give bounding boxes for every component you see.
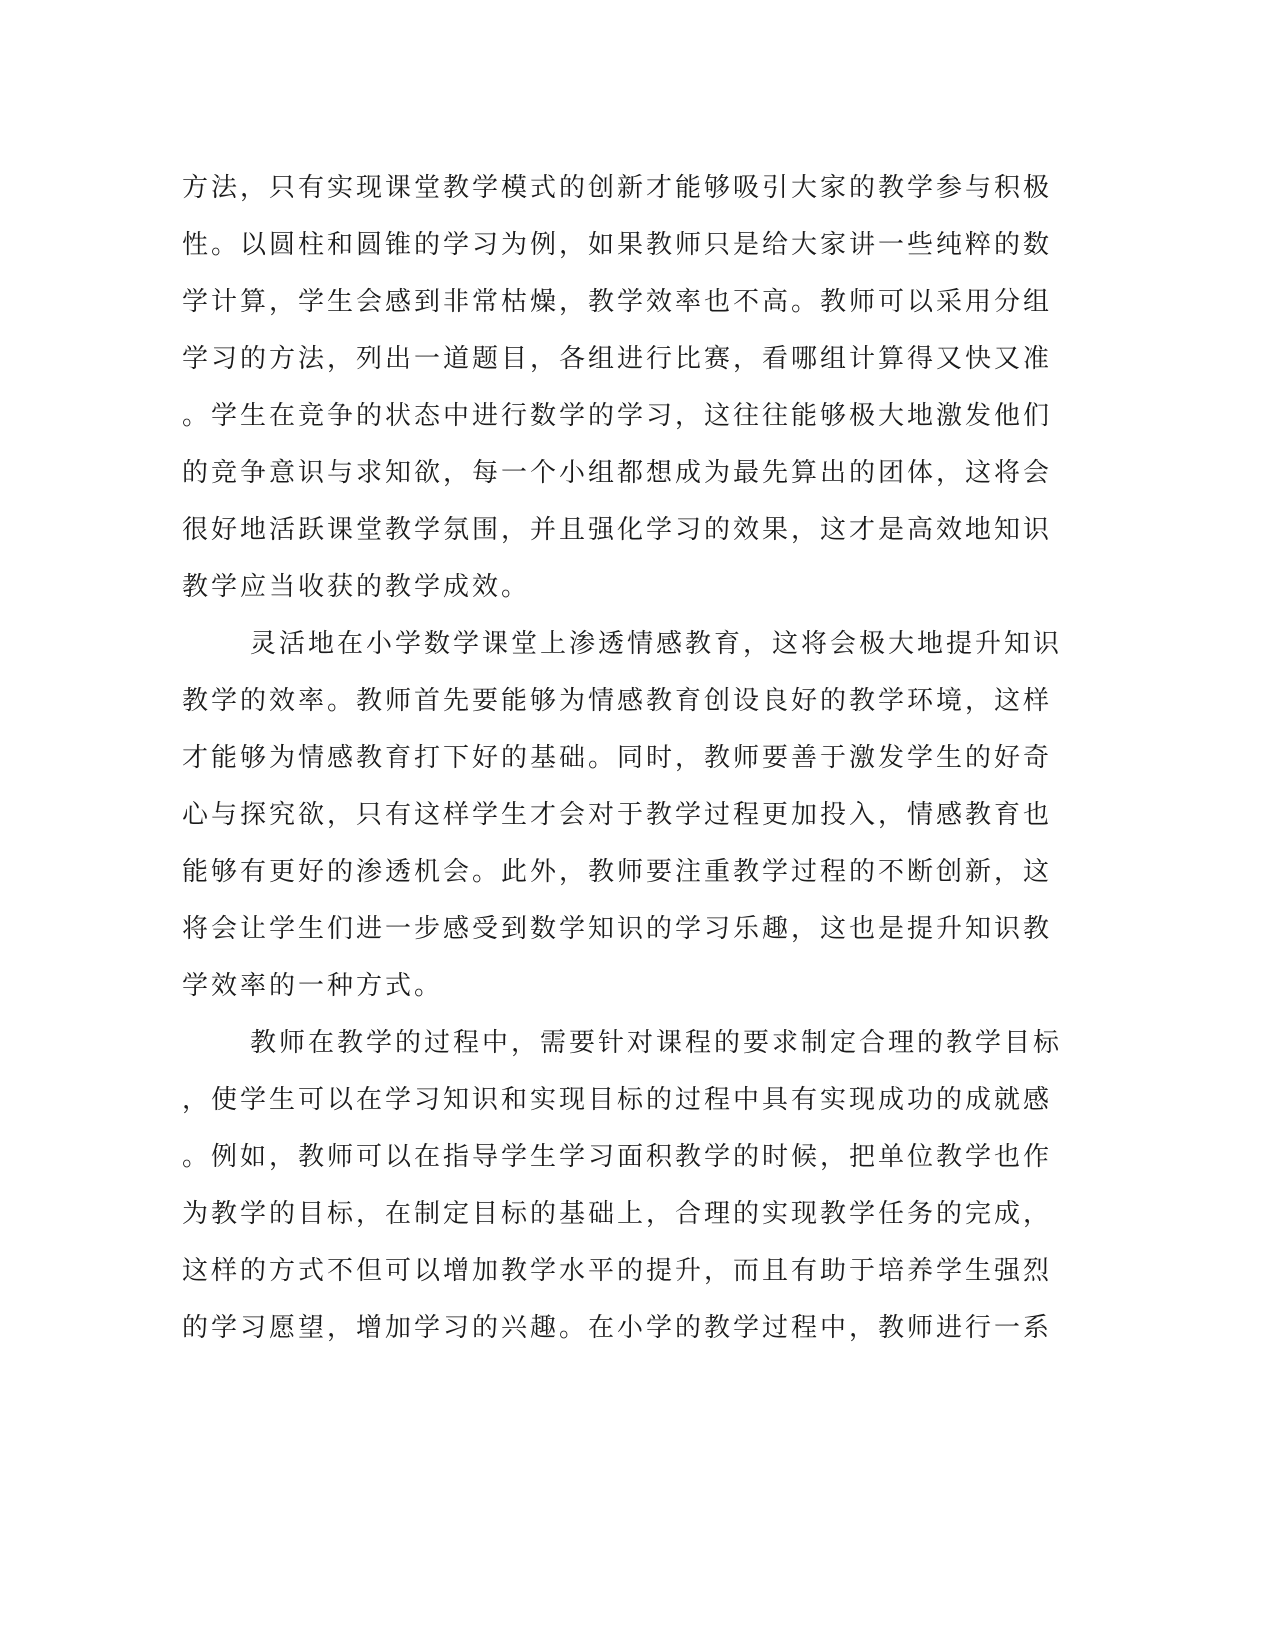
paragraph-start-line: 灵活地在小学数学课堂上渗透情感教育，这将会极大地提升知识 — [250, 629, 1063, 659]
text-line: 的竞争意识与求知欲，每一个小组都想成为最先算出的团体，这将会 — [182, 458, 1053, 488]
text-line: 这样的方式不但可以增加教学水平的提升，而且有助于培养学生强烈 — [182, 1256, 1053, 1286]
text-line: 学效率的一种方式。 — [182, 971, 444, 1001]
text-line: 教学应当收获的教学成效。 — [182, 572, 531, 602]
text-line: 性。以圆柱和圆锥的学习为例，如果教师只是给大家讲一些纯粹的数 — [182, 230, 1053, 260]
text-line: 心与探究欲，只有这样学生才会对于教学过程更加投入，情感教育也 — [182, 800, 1053, 830]
text-line: 为教学的目标，在制定目标的基础上，合理的实现教学任务的完成， — [182, 1199, 1053, 1229]
text-line: 学计算，学生会感到非常枯燥，教学效率也不高。教师可以采用分组 — [182, 287, 1053, 317]
paragraph-start-line: 教师在教学的过程中，需要针对课程的要求制定合理的教学目标 — [250, 1028, 1063, 1058]
text-line: 才能够为情感教育打下好的基础。同时，教师要善于激发学生的好奇 — [182, 743, 1053, 773]
text-line: 方法，只有实现课堂教学模式的创新才能够吸引大家的教学参与积极 — [182, 173, 1053, 203]
text-line: ，使学生可以在学习知识和实现目标的过程中具有实现成功的成就感 — [182, 1085, 1053, 1115]
text-line: 的学习愿望，增加学习的兴趣。在小学的教学过程中，教师进行一系 — [182, 1313, 1053, 1343]
text-line: 能够有更好的渗透机会。此外，教师要注重教学过程的不断创新，这 — [182, 857, 1053, 887]
text-line: 很好地活跃课堂教学氛围，并且强化学习的效果，这才是高效地知识 — [182, 515, 1053, 545]
text-line: 教学的效率。教师首先要能够为情感教育创设良好的教学环境，这样 — [182, 686, 1053, 716]
text-line: 。学生在竞争的状态中进行数学的学习，这往往能够极大地激发他们 — [182, 401, 1053, 431]
text-line: 将会让学生们进一步感受到数学知识的学习乐趣，这也是提升知识教 — [182, 914, 1053, 944]
text-line: 学习的方法，列出一道题目，各组进行比赛，看哪组计算得又快又准 — [182, 344, 1053, 374]
text-line: 。例如，教师可以在指导学生学习面积教学的时候，把单位教学也作 — [182, 1142, 1053, 1172]
body-text — [182, 160, 1063, 1357]
